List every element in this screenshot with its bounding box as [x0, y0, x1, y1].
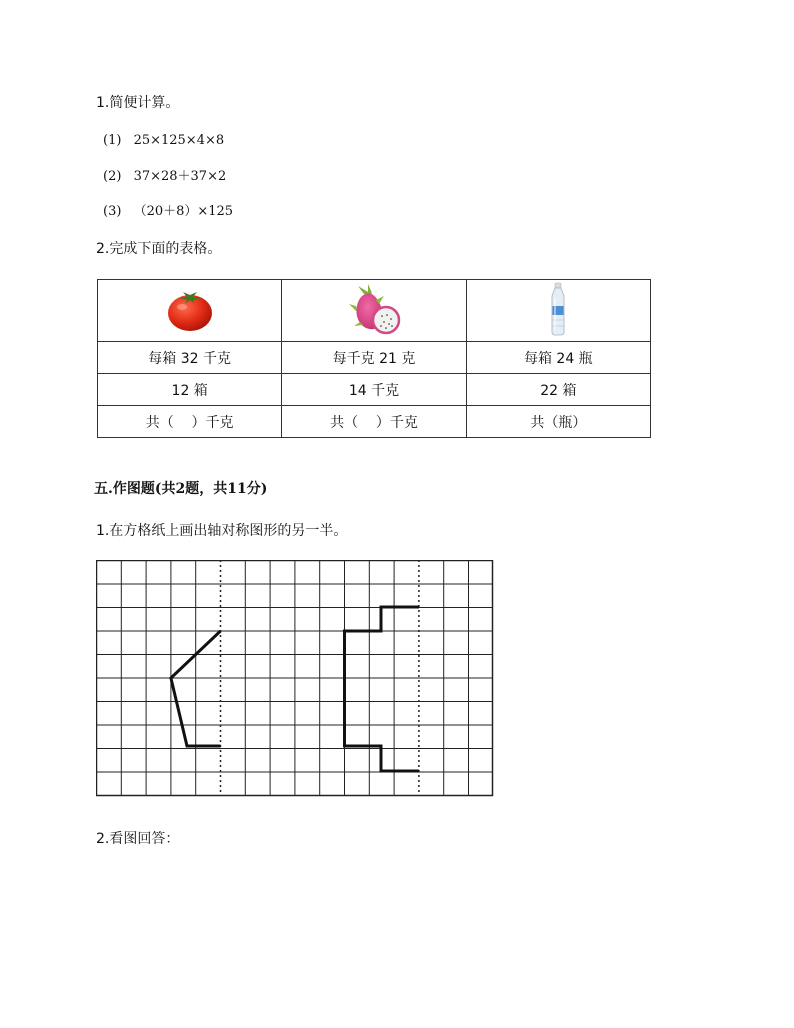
- table-cell: 每箱 32 千克: [98, 342, 282, 374]
- q1-item-1: [103, 132, 224, 150]
- table-cell-answer[interactable]: 共（瓶）: [466, 406, 650, 438]
- water-bottle-icon: [548, 282, 568, 336]
- section-heading: 五.作图题(共2题，共11分): [94, 481, 268, 497]
- table-cell-image: [466, 280, 650, 342]
- q1-item-1-expr: 25×125×4×8: [133, 133, 225, 148]
- dragon-fruit-icon: [346, 282, 402, 336]
- table-cell: 每千克 21 克: [282, 342, 466, 374]
- q1-item-2: [103, 168, 226, 186]
- table-row: [98, 374, 651, 406]
- table-row: [98, 342, 651, 374]
- table-row: [98, 406, 651, 438]
- table-row-images: [98, 280, 651, 342]
- table-cell: 每箱 24 瓶: [466, 342, 650, 374]
- q1-item-2-expr: 37×28＋37×2: [133, 169, 227, 184]
- q5-1-title: 1.在方格纸上画出轴对称图形的另一半。: [96, 523, 348, 539]
- drawing-grid[interactable]: [96, 560, 494, 797]
- table-cell-image: [282, 280, 466, 342]
- table-cell: 22 箱: [466, 374, 650, 406]
- table-cell: 12 箱: [98, 374, 282, 406]
- q2-title: 2.完成下面的表格。: [96, 241, 222, 257]
- grid-lines: [97, 561, 493, 796]
- half-figure-right: [345, 607, 419, 771]
- q1-title: 1.简便计算。: [96, 95, 180, 111]
- q1-item-3-expr: （20＋8）×125: [133, 204, 234, 219]
- q2-table: [97, 279, 651, 438]
- table-cell-answer[interactable]: 共（ ）千克: [282, 406, 466, 438]
- q1-item-2-num: (2): [103, 169, 122, 184]
- q5-2-title: 2.看图回答：: [96, 831, 180, 847]
- q1-item-3: [103, 203, 233, 221]
- q1-item-1-num: (1): [103, 133, 122, 148]
- table-cell-answer[interactable]: 共（ ）千克: [98, 406, 282, 438]
- q1-item-3-num: (3): [103, 204, 122, 219]
- table-cell: 14 千克: [282, 374, 466, 406]
- tomato-icon: [165, 286, 215, 332]
- table-cell-image: [98, 280, 282, 342]
